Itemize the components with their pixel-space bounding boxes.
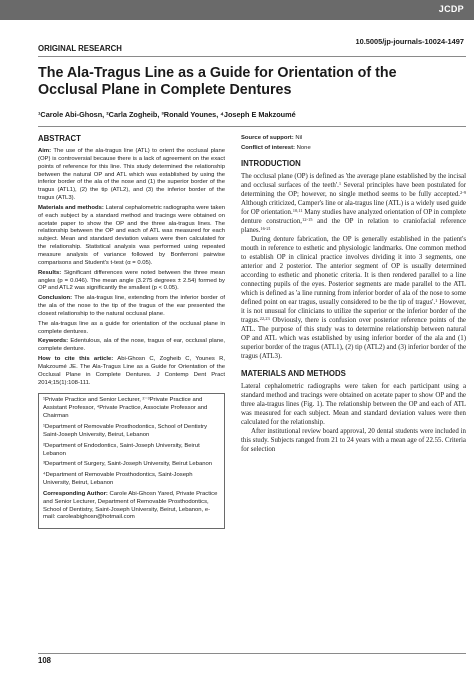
article-title: The Ala-Tragus Line as a Guide for Orientation of the Occlusal Plane in Complete Dentures — [38, 65, 397, 98]
cite-label: How to cite this article: — [38, 356, 114, 363]
methods-paragraph-2: After institutional review board approval, 20 dental students were included in this study. Subjects ranged from 21 to 24 years with a mean age of 22.55. Criteria for selection — [241, 427, 466, 453]
conclusion-label: Conclusion: — [38, 295, 73, 302]
corresponding-author — [43, 491, 221, 522]
citation-ref: 2-9 — [460, 189, 466, 195]
affiliation-dept-1: ¹Department of Removable Prosthodontics, School of Dentistry Saint-Joseph University, Beirut, Lebanon — [43, 424, 208, 438]
intro-paragraph-2 — [241, 236, 466, 362]
conflict-of-interest — [241, 144, 466, 152]
doi: 10.5005/jp-journals-10024-1497 — [355, 37, 464, 46]
authors-divider — [38, 126, 466, 127]
abstract-methods — [38, 205, 225, 268]
introduction-heading: INTRODUCTION — [241, 159, 301, 168]
abstract-significance: The ala-tragus line as a guide for orientation of the occlusal plane in complete dentures. — [38, 320, 225, 335]
citation-ref: 12-15 — [302, 216, 313, 222]
affiliation-dept-2: ²Department of Endodontics, Saint-Joseph University, Beirut Lebanon — [43, 442, 200, 457]
journal-header-band — [0, 0, 474, 20]
conflict-label: Conflict of interest: — [241, 145, 295, 151]
citation-ref: 10,11 — [292, 207, 303, 213]
support-value: Nil — [295, 135, 303, 141]
results-text: Significant differences were noted between the three mean angles (p = 0.046). The mean angle (3.275 degrees ± 2.54) formed by OP and ATL2 was significantly the smallest (p < 0.05). — [38, 269, 225, 292]
conflict-value: None — [296, 145, 311, 151]
affiliations-box — [38, 393, 225, 529]
page-number: 108 — [38, 656, 52, 665]
support-label: Source of support: — [241, 135, 294, 141]
citation-ref: 16-21 — [260, 225, 271, 231]
intro-paragraph-1 — [241, 173, 466, 236]
right-column — [241, 134, 466, 455]
citation-ref: 22,23 — [259, 315, 270, 321]
article-meta — [241, 134, 466, 152]
abstract-results — [38, 270, 225, 294]
methods-text: Lateral cephalometric radiographs were taken of each subject by a standard method and tracings were obtained on acetate paper to show the OP and the three ala-tragus lines. The relationship between the OP and each of ATL was measured for each subject. Mean and standard deviation values were then calculated for the relationship. Statistical analysis was performed using repeated measure analysis of variance followed by Bonferroni pairwise comparisons and Student's t-test (α = 0.05). — [38, 204, 226, 266]
header-divider — [38, 56, 466, 57]
keywords-text: Edentulous, ala of the nose, tragus of ear, occlusal plane, complete denture. — [38, 338, 226, 353]
journal-code: JCDP — [438, 4, 464, 14]
abstract-aim — [38, 148, 225, 203]
footer-divider — [38, 653, 466, 654]
affiliation-dept-3: ³Department of Surgery, Saint-Joseph University, Beirut Lebanon — [43, 461, 213, 468]
abstract-heading: ABSTRACT — [38, 134, 81, 143]
intro-p1-text-c: Although criticized, Camper's line or ala-tragus line (ATL) is a widely used guide for OP orientation. — [241, 199, 466, 216]
aim-text: The use of the ala-tragus line (ATL) to orient the occlusal plane (OP) is controversial because there is a lack of agreement on the exact points of reference for this line. This study determined the relationship between the natural OP and ATL which was established by using the inferior border of the ala of the nose and (1) the superior border of the tragus (ATL1), (2) the tip (ATL2), and (3) the inferior border of the tragus (ATL3). — [38, 148, 225, 202]
source-of-support — [241, 134, 466, 142]
intro-p1-text-a: The occlusal plane (OP) is defined as 'the average plane established by the incisal and occlusal surfaces of the teeth'. — [241, 173, 466, 189]
corresponding-text: Carole Abi-Ghosn Yared, Private Practice and Senior Lecturer, Department of Removable Prosthodontics, School of Dentistry, Saint-Joseph University, Beirut, Lebanon, e-mail: caroleabighosn@hotmail.com — [43, 490, 218, 521]
left-column — [38, 134, 225, 529]
cite-text: Abi-Ghosn C, Zogheib C, Younes R, Makzoumé JE. The Ala-Tragus Line as a Guide for Orientation of the Occlusal Plane in Complete Dentures. J Contemp Dent Pract 2014;15(1):108-111. — [38, 356, 226, 386]
affiliation-dept-4: ⁴Department of Removable Prosthodontics, Saint-Joseph University, Beirut, Lebanon — [43, 472, 193, 487]
article-type: ORIGINAL RESEARCH — [38, 44, 122, 53]
methods-label: Materials and methods: — [38, 204, 104, 211]
conclusion-text: The ala-tragus line, extending from the inferior border of the ala of the nose to the tip of the tragus of the ear presented the closest relationship to the natural occlusal plane. — [38, 295, 225, 317]
aim-label: Aim: — [38, 148, 52, 154]
intro-p2-text-b: However, it is not unusual for clinicians to utilize the superior or the inferior border of the tragus. — [241, 298, 466, 324]
intro-p1-text-d: Many studies have analyzed orientation of OP in complete denture construction, — [241, 208, 466, 225]
author-list: ¹Carole Abi-Ghosn, ²Carla Zogheib, ³Ronald Younes, ⁴Joseph E Makzoumé — [38, 110, 296, 119]
abstract-conclusion — [38, 295, 225, 319]
keywords-label: Keywords: — [38, 338, 69, 345]
abstract-keywords — [38, 338, 225, 354]
affiliation-positions: ¹Private Practice and Senior Lecturer, ²⁻³Private Practice and Assistant Professor, ⁴Private Practice, Associate Professor and Chairman — [43, 397, 208, 420]
intro-p1-text-b: Several principles have been postulated for determining the OP; however, no single method seems to be fully accepted. — [241, 181, 466, 198]
corresponding-label: Corresponding Author: — [43, 490, 108, 497]
citation — [38, 356, 225, 387]
intro-p2-text-c: Obviously, there is confusion over posterior reference points of the ATL. The purpose of this study was to determine relationship between natural OP and ATL which was established by using inferior border of the ala and (1) superior border of the tragus (ATL1), (2) tip (ATL2) and (3) inferior border of the tragus (ATL3). — [241, 316, 466, 360]
methods-paragraph-1: Lateral cephalometric radiographs were taken for each participant using a standard method and tracings were obtained on acetate paper to show OP and the three ala-tragus lines (Fig. 1). The relationship between the OP and each of ATL was measured for each subject. Mean and standard deviation values were then calculated for the relationship. — [241, 382, 466, 426]
results-label: Results: — [38, 269, 62, 276]
intro-p1-text-e: and the OP in relation to craniofacial reference planes. — [241, 217, 466, 234]
methods-heading: MATERIALS AND METHODS — [241, 368, 346, 378]
citation-ref: 1 — [435, 297, 438, 303]
citation-ref: 1 — [338, 180, 342, 186]
intro-p2-text-a: During denture fabrication, the OP is generally established in the patient's mouth in reference to esthetic and physiologic landmarks. One common method to establish OP in clinical practice involves dividing it into 3 segments, one anterior and 2 posterior. The anterior segment of OP is usually determined according to esthetic and phonetic criteria. It is then rendered parallel to a line connecting pupils of the eyes. Posterior segments are made parallel to the ATL which is defined as 'a line running from inferior border of ala of the nose to some defined point on ear tragus, usually considered to be the tip of tragus'. — [241, 235, 466, 306]
